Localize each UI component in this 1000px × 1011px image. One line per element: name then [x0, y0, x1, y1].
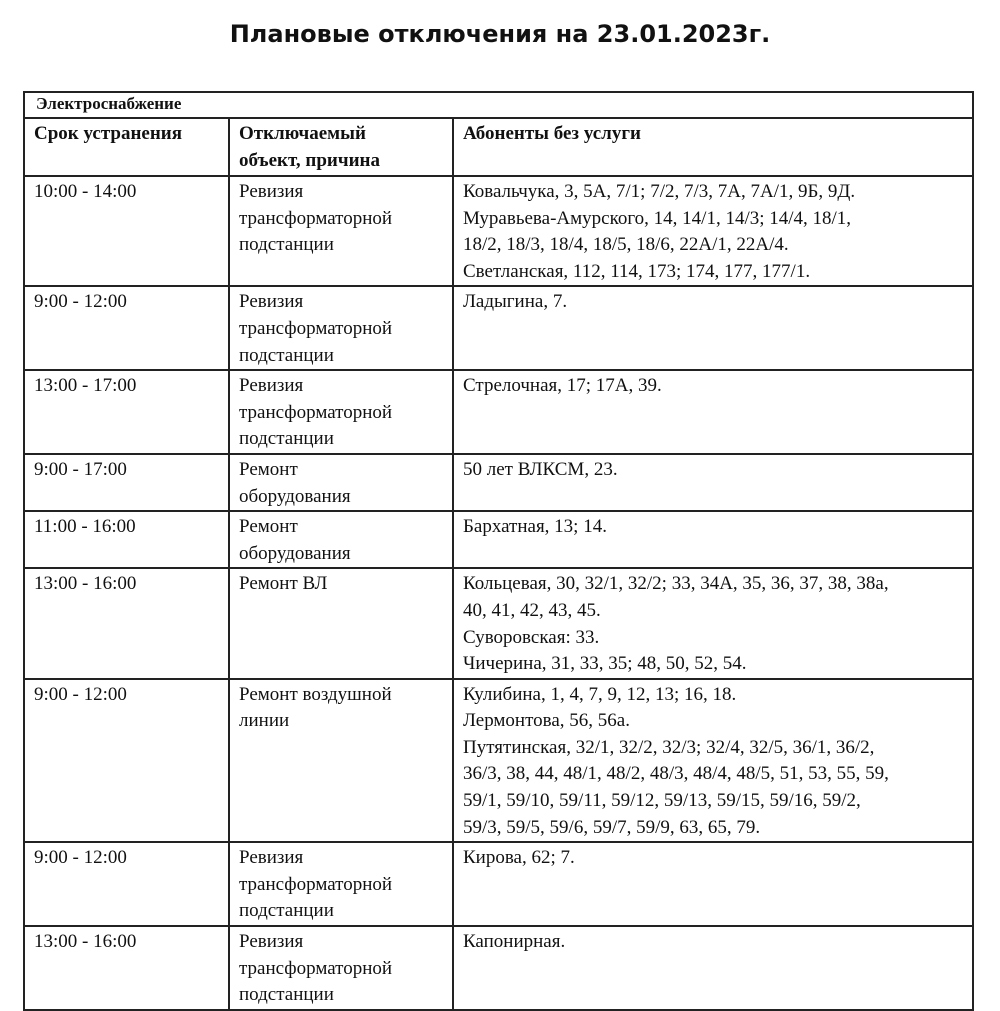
row-subscriber-line: Кирова, 62; 7. — [463, 847, 575, 869]
header-object-line: Отключаемый — [239, 123, 366, 144]
row-object-line: Ревизия — [239, 847, 304, 869]
row-subscribers — [453, 370, 973, 454]
table-row — [24, 176, 973, 286]
row-object-line: Ремонт воздушной — [239, 683, 392, 705]
header-subscribers — [453, 118, 973, 176]
row-subscribers — [453, 568, 973, 678]
row-object — [229, 568, 453, 678]
row-object-line: Ремонт — [239, 458, 298, 480]
row-object — [229, 679, 453, 843]
table-row — [24, 926, 973, 1010]
row-subscriber-line: Лермонтова, 56, 56а. — [463, 710, 630, 732]
row-subscribers — [453, 454, 973, 511]
table-row — [24, 511, 973, 568]
row-subscriber-line: 36/3, 38, 44, 48/1, 48/2, 48/3, 48/4, 48/5, 51, 53, 55, 59, — [463, 763, 889, 785]
row-object-line: трансформаторной — [239, 957, 393, 979]
row-object-line: подстанции — [239, 428, 334, 450]
section-title: Электроснабжение — [24, 92, 973, 118]
row-object — [229, 842, 453, 926]
row-time — [24, 568, 229, 678]
row-object-line: Ревизия — [239, 291, 304, 313]
header-subscribers-text: Абоненты без услуги — [463, 123, 641, 144]
row-time-text: 9:00 - 12:00 — [34, 291, 127, 313]
row-object-line: подстанции — [239, 900, 334, 922]
row-subscriber-line: Ладыгина, 7. — [463, 291, 568, 313]
row-subscribers — [453, 679, 973, 843]
header-time-text: Срок устранения — [34, 123, 183, 144]
row-subscriber-line: 59/3, 59/5, 59/6, 59/7, 59/9, 63, 65, 79. — [463, 816, 761, 838]
row-subscribers — [453, 926, 973, 1010]
row-time — [24, 176, 229, 286]
row-subscriber-line: Бархатная, 13; 14. — [463, 516, 607, 538]
row-object-line: Ревизия — [239, 375, 304, 397]
row-object-line: трансформаторной — [239, 873, 393, 895]
row-object — [229, 286, 453, 370]
row-subscriber-line: Чичерина, 31, 33, 35; 48, 50, 52, 54. — [463, 653, 747, 675]
header-object — [229, 118, 453, 176]
row-object-line: трансформаторной — [239, 317, 393, 339]
row-object-line: оборудования — [239, 485, 351, 507]
row-object — [229, 176, 453, 286]
row-object-line: Ремонт — [239, 516, 298, 538]
table-row — [24, 679, 973, 843]
row-time — [24, 842, 229, 926]
row-subscriber-line: Ковальчука, 3, 5А, 7/1; 7/2, 7/3, 7А, 7А/1, 9Б, 9Д. — [463, 181, 856, 202]
row-object-line: Ревизия — [239, 181, 304, 202]
row-subscriber-line: Суворовская: 33. — [463, 626, 600, 648]
header-row — [24, 118, 973, 176]
row-time-text: 13:00 - 17:00 — [34, 375, 137, 397]
row-subscriber-line: Стрелочная, 17; 17А, 39. — [463, 375, 662, 397]
row-subscribers — [453, 511, 973, 568]
row-time — [24, 511, 229, 568]
row-object — [229, 511, 453, 568]
row-object-line: подстанции — [239, 344, 334, 366]
row-subscriber-line: Кольцевая, 30, 32/1, 32/2; 33, 34А, 35, 36, 37, 38, 38а, — [463, 573, 889, 595]
row-subscriber-line: 50 лет ВЛКСМ, 23. — [463, 458, 618, 480]
row-object-line: линии — [239, 710, 290, 732]
row-time-text: 9:00 - 12:00 — [34, 847, 127, 869]
header-object-line: объект, причина — [239, 149, 380, 171]
row-time-text: 10:00 - 14:00 — [34, 181, 137, 202]
row-object-line: трансформаторной — [239, 401, 393, 423]
row-object-line: трансформаторной — [239, 207, 393, 229]
row-subscriber-line: Путятинская, 32/1, 32/2, 32/3; 32/4, 32/5, 36/1, 36/2, — [463, 736, 875, 758]
table-row — [24, 568, 973, 678]
row-time — [24, 679, 229, 843]
row-time-text: 9:00 - 12:00 — [34, 683, 127, 705]
header-time — [24, 118, 229, 176]
outage-table — [23, 91, 974, 1011]
row-time — [24, 926, 229, 1010]
table-row — [24, 286, 973, 370]
row-subscriber-line: 18/2, 18/3, 18/4, 18/5, 18/6, 22А/1, 22А/4. — [463, 234, 789, 256]
row-subscriber-line: Муравьева-Амурского, 14, 14/1, 14/3; 14/4, 18/1, — [463, 207, 852, 229]
row-object-line: Ревизия — [239, 931, 304, 953]
row-time-text: 13:00 - 16:00 — [34, 573, 137, 595]
row-subscribers — [453, 842, 973, 926]
row-subscriber-line: Капонирная. — [463, 931, 566, 953]
row-time — [24, 286, 229, 370]
section-row — [24, 92, 973, 118]
table-row — [24, 370, 973, 454]
table-row — [24, 842, 973, 926]
row-subscriber-line: Кулибина, 1, 4, 7, 9, 12, 13; 16, 18. — [463, 683, 737, 705]
row-subscriber-line: 40, 41, 42, 43, 45. — [463, 599, 601, 621]
row-object-line: подстанции — [239, 234, 334, 256]
document-title: Плановые отключения на 23.01.2023г. — [229, 20, 771, 48]
row-time-text: 13:00 - 16:00 — [34, 931, 137, 953]
row-object — [229, 370, 453, 454]
row-object-line: Ремонт ВЛ — [239, 573, 328, 595]
row-object-line: подстанции — [239, 984, 334, 1006]
row-subscriber-line: 59/1, 59/10, 59/11, 59/12, 59/13, 59/15, 59/16, 59/2, — [463, 790, 861, 812]
row-time-text: 11:00 - 16:00 — [34, 516, 136, 538]
row-object-line: оборудования — [239, 542, 351, 564]
row-object — [229, 454, 453, 511]
row-time — [24, 454, 229, 511]
row-subscriber-line: Светланская, 112, 114, 173; 174, 177, 177/1. — [463, 260, 811, 282]
row-object — [229, 926, 453, 1010]
row-subscribers — [453, 176, 973, 286]
row-time — [24, 370, 229, 454]
table-row — [24, 454, 973, 511]
row-subscribers — [453, 286, 973, 370]
row-time-text: 9:00 - 17:00 — [34, 458, 127, 480]
